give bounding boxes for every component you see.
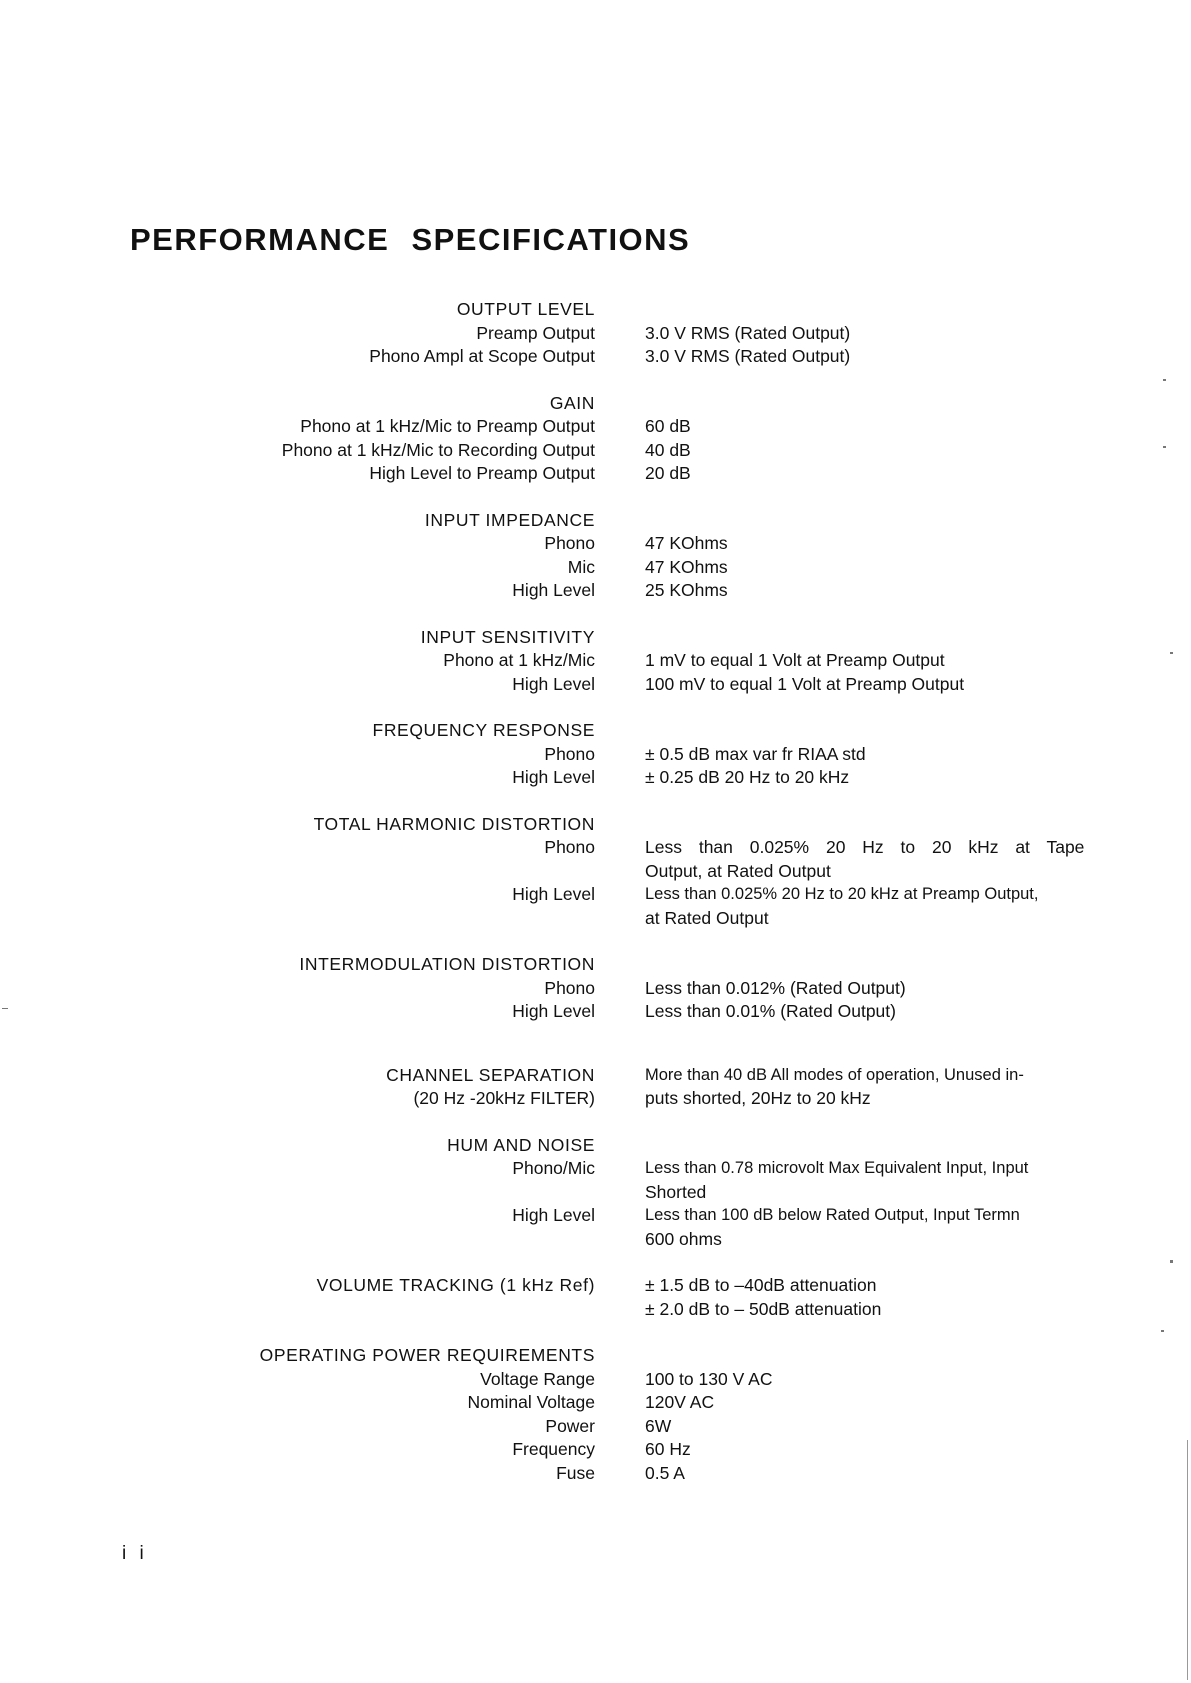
spec-value: Less than 0.025% 20 Hz to 20 kHz at Preamp Output, [645,885,1039,903]
page-title: PERFORMANCE SPECIFICATIONS [130,222,691,257]
spec-row [0,1204,1191,1228]
spec-value: ± 2.0 dB to – 50dB attenuation [645,1298,882,1319]
spec-value: More than 40 dB All modes of operation, Unused in- [645,1065,1024,1084]
spec-row [0,1415,1191,1439]
spec-label: High Level [512,580,595,600]
spec-row [0,1391,1191,1415]
scan-speck [1163,446,1166,448]
spec-label: Phono at 1 kHz/Mic to Preamp Output [300,416,595,436]
section-heading [0,509,1191,533]
spec-value: 60 dB [645,416,691,436]
spec-row [0,1087,1191,1111]
spec-label: High Level [512,673,595,694]
spec-label: High Level [512,767,595,787]
spec-value: 1 mV to equal 1 Volt at Preamp Output [645,650,945,670]
spec-row [0,977,1191,1001]
spec-row-continued [0,860,1191,884]
section-heading [0,1064,1191,1088]
spec-value: ± 0.5 dB max var fr RIAA std [645,743,866,764]
spec-row [0,673,1191,697]
spec-value: ± 0.25 dB 20 Hz to 20 kHz [645,767,850,787]
spec-value: 47 KOhms [645,556,728,577]
section-heading-label: CHANNEL SEPARATION [386,1064,595,1085]
spec-label: Phono [544,533,595,553]
spec-row [0,1157,1191,1181]
section-heading-label: GAIN [549,392,595,413]
section-heading-label: VOLUME TRACKING (1 kHz Ref) [316,1275,595,1295]
spec-row [0,766,1191,790]
spec-value: Less than 100 dB below Rated Output, Input Termn [645,1206,1020,1224]
spec-value: 60 Hz [645,1439,691,1459]
spec-value: 600 ohms [645,1228,722,1249]
scan-edge [1187,1440,1188,1680]
spec-row [0,322,1191,346]
section-heading-label: HUM AND NOISE [447,1134,595,1155]
spec-row [0,1298,1191,1322]
section-heading-label: TOTAL HARMONIC DISTORTION [313,813,595,834]
spec-row-continued [0,1228,1191,1252]
scan-speck [1170,652,1173,654]
spec-label: Fuse [556,1462,595,1483]
section-heading [0,719,1191,743]
spec-value: Less than 0.78 microvolt Max Equivalent Input, Input [645,1159,1029,1177]
spec-value: 25 KOhms [645,580,728,600]
scan-speck [1161,1330,1164,1332]
spec-value: Output, at Rated Output [645,860,831,881]
spec-row [0,579,1191,603]
spec-value: 100 mV to equal 1 Volt at Preamp Output [645,673,965,694]
spec-label: Phono/Mic [512,1158,595,1178]
spec-value: Less than 0.012% (Rated Output) [645,977,906,998]
spec-label: Voltage Range [480,1368,595,1389]
section-heading [0,1274,1191,1298]
spec-value: 47 KOhms [645,533,728,553]
section-heading [0,298,1191,322]
section-heading [0,626,1191,650]
spec-row [0,556,1191,580]
scan-speck [1163,379,1166,381]
spec-row-continued [0,907,1191,931]
spec-label: Phono [544,743,595,764]
spec-value: 3.0 V RMS (Rated Output) [645,346,851,366]
spec-row [0,1462,1191,1486]
spec-label: High Level to Preamp Output [369,463,595,483]
spec-row [0,532,1191,556]
spec-label: High Level [512,1205,595,1225]
section-heading-label: OPERATING POWER REQUIREMENTS [259,1345,595,1365]
section-heading [0,392,1191,416]
section-heading-label: FREQUENCY RESPONSE [372,720,595,740]
section-heading [0,953,1191,977]
spec-value: 40 dB [645,439,691,460]
spec-row [0,1368,1191,1392]
spec-value: 20 dB [645,463,691,483]
spec-row [0,649,1191,673]
spec-label: High Level [512,884,595,904]
spec-value: 3.0 V RMS (Rated Output) [645,322,851,343]
spec-row-continued [0,1181,1191,1205]
section-subheading: (20 Hz -20kHz FILTER) [413,1088,595,1108]
spec-value: at Rated Output [645,907,769,928]
spec-row [0,836,1191,860]
page-number: i i [122,1543,148,1564]
spec-row [0,439,1191,463]
spec-label: Power [545,1415,595,1436]
spec-row [0,743,1191,767]
spec-value: 0.5 A [645,1462,685,1483]
scan-speck [1170,1260,1173,1263]
spec-label: Frequency [512,1439,595,1459]
spec-row [0,415,1191,439]
section-heading-label: INPUT IMPEDANCE [424,509,595,530]
spec-label: Nominal Voltage [467,1392,595,1412]
spec-value: 100 to 130 V AC [645,1368,773,1389]
section-heading-label: INPUT SENSITIVITY [420,626,595,647]
spec-label: Phono Ampl at Scope Output [369,346,595,366]
section-heading [0,813,1191,837]
spec-label: Phono [544,837,595,857]
spec-value: Less than 0.025% 20 Hz to 20 kHz at Tape [645,837,1085,857]
spec-value: ± 1.5 dB to –40dB attenuation [645,1275,877,1295]
spec-label: Mic [567,556,595,577]
spec-row [0,345,1191,369]
spec-value: Less than 0.01% (Rated Output) [645,1001,896,1021]
spec-row [0,883,1191,907]
spec-label: Phono at 1 kHz/Mic to Recording Output [281,439,595,460]
section-heading [0,1134,1191,1158]
spec-label: Preamp Output [476,322,595,343]
scan-speck [2,1008,8,1009]
section-heading-label: OUTPUT LEVEL [456,299,595,319]
spec-row [0,1438,1191,1462]
spec-value: 120V AC [645,1392,715,1412]
spec-label: Phono at 1 kHz/Mic [443,650,595,670]
spec-value: Shorted [645,1181,707,1202]
section-heading [0,1344,1191,1368]
spec-label: High Level [512,1001,595,1021]
section-heading-label: INTERMODULATION DISTORTION [299,954,595,974]
spec-row [0,1000,1191,1024]
spec-row [0,462,1191,486]
spec-label: Phono [544,977,595,998]
spec-value: 6W [645,1415,672,1436]
spec-table [0,298,1191,1485]
spec-value: puts shorted, 20Hz to 20 kHz [645,1088,871,1108]
